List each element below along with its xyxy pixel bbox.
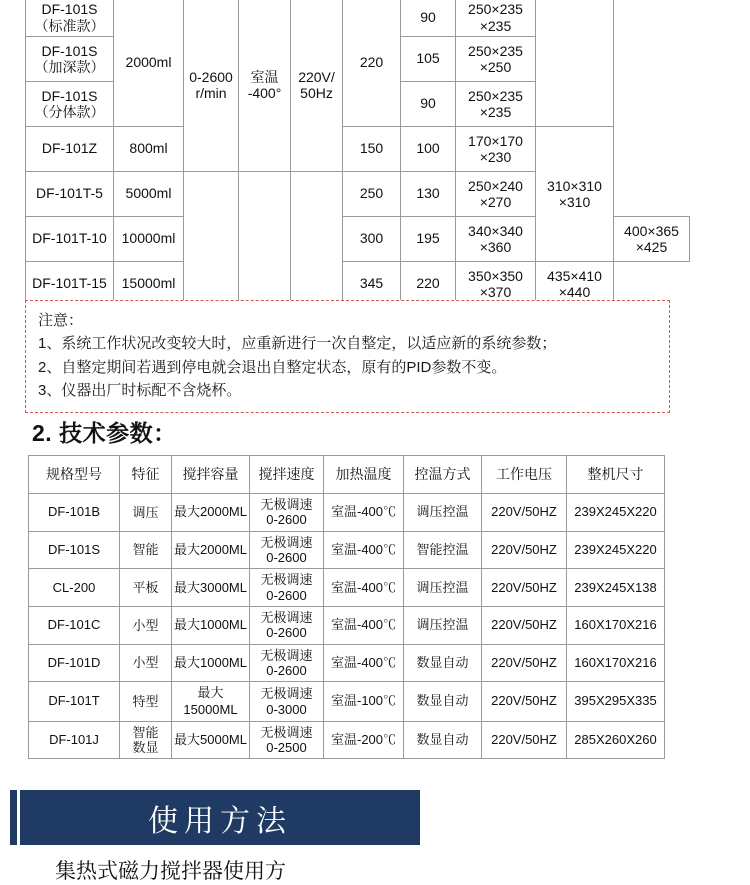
section-title: 2. 技术参数： — [32, 420, 177, 446]
cell-plate-size: 250×235 ×250 — [456, 37, 536, 82]
cell-dimensions: 239X245X138 — [567, 569, 665, 607]
table-row — [26, 0, 690, 37]
cell-speed — [184, 172, 239, 307]
cell-dimensions: 239X245X220 — [567, 531, 665, 569]
cell-speed: 无极调速 0-2600 — [250, 531, 324, 569]
cell-model: DF-101T-10 — [26, 217, 114, 262]
cell-stirring-power: 90 — [401, 82, 456, 127]
cell-stirring-power: 220 — [401, 262, 456, 307]
cell-capacity: 2000ml — [114, 0, 184, 127]
column-header-model: 规格型号 — [29, 456, 120, 494]
cell-machine-size: 435×410 ×440 — [536, 262, 614, 307]
cell-voltage: 220V/50HZ — [482, 606, 567, 644]
cell-speed: 0-2600 r/min — [184, 0, 239, 172]
cell-plate-size: 250×235 ×235 — [456, 82, 536, 127]
cell-stirring-power: 105 — [401, 37, 456, 82]
cell-feature: 平板 — [120, 569, 172, 607]
cell-control-mode: 调压控温 — [404, 494, 482, 532]
cell-model: DF-101S — [29, 531, 120, 569]
banner-accent-bar — [10, 790, 17, 845]
cell-heating-power: 345 — [343, 262, 401, 307]
technical-parameters-table-container — [28, 455, 664, 759]
cell-model: DF-101Z — [26, 127, 114, 172]
cell-capacity: 5000ml — [114, 172, 184, 217]
cell-plate-size: 250×235 ×235 — [456, 0, 536, 37]
cell-voltage: 220V/50HZ — [482, 531, 567, 569]
table-row — [29, 682, 665, 722]
cell-control-mode: 调压控温 — [404, 606, 482, 644]
cell-capacity: 10000ml — [114, 217, 184, 262]
cell-stirring-power: 100 — [401, 127, 456, 172]
table-row — [26, 127, 690, 172]
table-row — [29, 531, 665, 569]
cell-model: DF-101B — [29, 494, 120, 532]
cell-heating-power: 220 — [343, 0, 401, 127]
notice-box — [25, 300, 670, 413]
table-row — [29, 606, 665, 644]
cell-control-mode: 智能控温 — [404, 531, 482, 569]
cell-temperature — [239, 172, 291, 307]
cell-speed: 无极调速 0-2600 — [250, 644, 324, 682]
cell-heating-temp: 室温-100℃ — [324, 682, 404, 722]
table-row — [29, 644, 665, 682]
cell-model: DF-101T-15 — [26, 262, 114, 307]
cell-model: DF-101D — [29, 644, 120, 682]
cell-stirring-power: 130 — [401, 172, 456, 217]
cell-voltage: 220V/50HZ — [482, 569, 567, 607]
cell-heating-temp: 室温-400℃ — [324, 531, 404, 569]
cell-feature: 智能 — [120, 531, 172, 569]
cell-voltage: 220V/50HZ — [482, 494, 567, 532]
usage-banner-title: 使用方法 — [148, 804, 292, 838]
cell-plate-size: 170×170 ×230 — [456, 127, 536, 172]
cell-heating-temp: 室温-400℃ — [324, 494, 404, 532]
cell-voltage: 220V/ 50Hz — [291, 0, 343, 172]
cell-volume: 最大3000ML — [172, 569, 250, 607]
cell-speed: 无极调速 0-3000 — [250, 682, 324, 722]
cell-machine-size: 400×365 ×425 — [614, 217, 690, 262]
cell-capacity: 15000ml — [114, 262, 184, 307]
cell-volume: 最大2000ML — [172, 494, 250, 532]
cell-voltage — [291, 172, 343, 307]
cell-model: DF-101S （标准款） — [26, 0, 114, 37]
notice-line-2: 2、自整定期间若遇到停电就会退出自整定状态，原有的PID参数不变。 — [38, 358, 507, 376]
specification-table — [25, 0, 690, 307]
cell-machine-size — [536, 0, 614, 127]
column-header-dimensions: 整机尺寸 — [567, 456, 665, 494]
cell-stirring-power: 195 — [401, 217, 456, 262]
column-header-speed: 搅拌速度 — [250, 456, 324, 494]
cell-heating-power: 300 — [343, 217, 401, 262]
cell-feature: 小型 — [120, 644, 172, 682]
cell-plate-size: 250×240 ×270 — [456, 172, 536, 217]
cell-model: DF-101S （分体款） — [26, 82, 114, 127]
cell-volume: 最大15000ML — [172, 682, 250, 722]
technical-parameters-table — [28, 455, 665, 759]
cell-voltage: 220V/50HZ — [482, 682, 567, 722]
cell-voltage: 220V/50HZ — [482, 644, 567, 682]
cell-plate-size: 340×340 ×360 — [456, 217, 536, 262]
cell-speed: 无极调速 0-2600 — [250, 494, 324, 532]
cell-heating-temp: 室温-400℃ — [324, 644, 404, 682]
cell-model: DF-101T — [29, 682, 120, 722]
column-header-heating-temp: 加热温度 — [324, 456, 404, 494]
cell-model: CL-200 — [29, 569, 120, 607]
cell-control-mode: 数显自动 — [404, 644, 482, 682]
cell-dimensions: 160X170X216 — [567, 606, 665, 644]
cell-feature: 特型 — [120, 682, 172, 722]
column-header-control-mode: 控温方式 — [404, 456, 482, 494]
cell-temperature: 室温 -400° — [239, 0, 291, 172]
cell-speed: 无极调速 0-2600 — [250, 569, 324, 607]
column-header-voltage: 工作电压 — [482, 456, 567, 494]
usage-intro-text: 集热式磁力搅拌器使用方 — [55, 859, 286, 883]
cell-volume: 最大1000ML — [172, 606, 250, 644]
specification-table-container — [25, 0, 690, 307]
cell-machine-size: 310×310 ×310 — [536, 127, 614, 262]
cell-feature: 小型 — [120, 606, 172, 644]
cell-heating-temp: 室温-400℃ — [324, 606, 404, 644]
cell-feature: 调压 — [120, 494, 172, 532]
cell-model: DF-101S （加深款） — [26, 37, 114, 82]
cell-volume: 最大5000ML — [172, 721, 250, 759]
cell-voltage: 220V/50HZ — [482, 721, 567, 759]
column-header-feature: 特征 — [120, 456, 172, 494]
cell-volume: 最大1000ML — [172, 644, 250, 682]
notice-line-3: 3、仪器出厂时标配不含烧杯。 — [38, 381, 242, 399]
table-row — [29, 721, 665, 759]
cell-dimensions: 395X295X335 — [567, 682, 665, 722]
usage-banner — [20, 790, 420, 845]
cell-heating-power: 150 — [343, 127, 401, 172]
cell-heating-temp: 室温-200℃ — [324, 721, 404, 759]
cell-capacity: 800ml — [114, 127, 184, 172]
cell-speed: 无极调速 0-2600 — [250, 606, 324, 644]
notice-line-1: 1、系统工作状况改变较大时，应重新进行一次自整定，以适应新的系统参数； — [38, 335, 557, 353]
cell-heating-power: 250 — [343, 172, 401, 217]
cell-stirring-power: 90 — [401, 0, 456, 37]
column-header-volume: 搅拌容量 — [172, 456, 250, 494]
cell-feature: 智能 数显 — [120, 721, 172, 759]
table-header-row — [29, 456, 665, 494]
cell-heating-temp: 室温-400℃ — [324, 569, 404, 607]
cell-control-mode: 调压控温 — [404, 569, 482, 607]
cell-speed: 无极调速 0-2500 — [250, 721, 324, 759]
cell-dimensions: 285X260X260 — [567, 721, 665, 759]
cell-model: DF-101T-5 — [26, 172, 114, 217]
table-row — [29, 494, 665, 532]
cell-dimensions: 239X245X220 — [567, 494, 665, 532]
cell-model: DF-101J — [29, 721, 120, 759]
cell-model: DF-101C — [29, 606, 120, 644]
cell-control-mode: 数显自动 — [404, 682, 482, 722]
cell-dimensions: 160X170X216 — [567, 644, 665, 682]
table-row — [29, 569, 665, 607]
cell-control-mode: 数显自动 — [404, 721, 482, 759]
cell-volume: 最大2000ML — [172, 531, 250, 569]
notice-title: 注意： — [38, 312, 84, 329]
cell-plate-size: 350×350 ×370 — [456, 262, 536, 307]
